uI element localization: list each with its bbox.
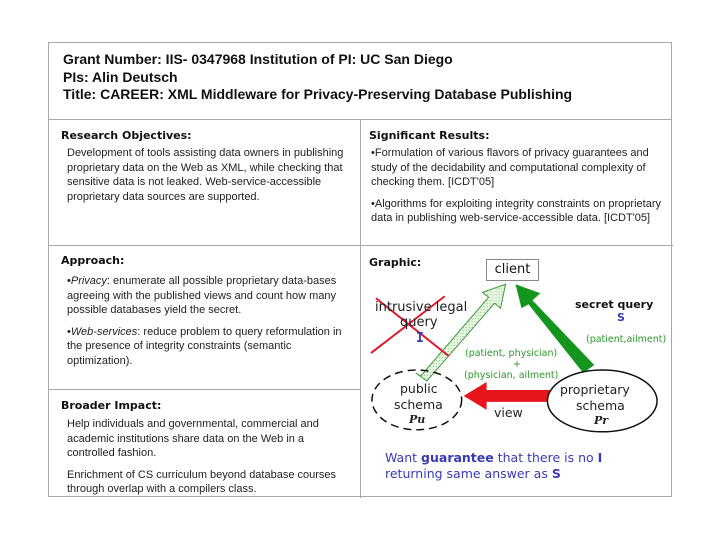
title-line: Title: CAREER: XML Middleware for Privacy-Preserving Database Publishing bbox=[63, 86, 573, 102]
result-item: •Algorithms for exploiting integrity constraints on proprietary data in publishing web-service-accessible data. [ICDT'05] bbox=[371, 197, 661, 225]
public-symbol: Pu bbox=[409, 413, 426, 426]
pi-line: PIs: Alin Deutsch bbox=[63, 68, 178, 85]
intrusive-symbol: I bbox=[416, 331, 424, 346]
result-item: •Formulation of various flavors of privacy guarantees and study of the decidability and computational complexity of checking them. [ICDT'05] bbox=[371, 147, 649, 189]
proprietary-schema-label-2: schema bbox=[576, 398, 625, 413]
public-schema-label: public bbox=[400, 381, 438, 396]
section-title: Graphic: bbox=[369, 256, 422, 269]
view-attrs-plus: + bbox=[513, 359, 521, 370]
grant-number-line: Grant Number: IIS- 0347968 Institution of PI: UC San Diego bbox=[63, 51, 453, 67]
section-title: Broader Impact: bbox=[61, 399, 162, 412]
broader-impact-section bbox=[49, 390, 361, 498]
significant-results-section bbox=[360, 120, 673, 246]
research-objectives-text: Development of tools assisting data owners in publishing proprietary data on the Web as XML, while checking that sensitive data is not leaked. Web-service-accessible proprietary data sources are supported. bbox=[67, 147, 344, 203]
poster-frame bbox=[48, 42, 672, 497]
section-title: Research Objectives: bbox=[61, 129, 192, 142]
proprietary-symbol: Pr bbox=[594, 414, 609, 427]
approach-section bbox=[49, 246, 361, 390]
guarantee-statement: Want guarantee that there is no I returning same answer as S bbox=[385, 450, 603, 481]
view-attrs-1: (patient, physician) bbox=[465, 348, 558, 359]
impact-item: Enrichment of CS curriculum beyond database courses through overlap with a compilers class. bbox=[67, 468, 337, 496]
approach-term: Privacy bbox=[70, 275, 107, 287]
approach-item: •Web-services: reduce problem to query reformulation in the presence of integrity constraints (semantic optimization). bbox=[67, 325, 342, 367]
impact-item: Help individuals and governmental, commercial and academic institutions share data on the Web in a controlled fashion. bbox=[67, 418, 319, 460]
intrusive-query-label-2: query bbox=[400, 315, 438, 330]
graphic-section bbox=[360, 246, 673, 498]
proprietary-schema-label: proprietary bbox=[560, 382, 630, 397]
approach-term: Web-services bbox=[70, 325, 138, 338]
intrusive-query-label: intrusive legal bbox=[375, 300, 468, 315]
client-box: client bbox=[486, 259, 539, 281]
research-objectives-section bbox=[49, 120, 361, 246]
section-title: Significant Results: bbox=[369, 129, 490, 142]
approach-item: •Privacy: enumerate all possible proprietary data-bases agreeing with the published views and count how many possible databases yield the secret. bbox=[67, 275, 337, 317]
secret-attrs: (patient,ailment) bbox=[586, 334, 667, 345]
section-title: Approach: bbox=[61, 254, 125, 267]
public-schema-label-2: schema bbox=[394, 397, 443, 412]
grant-header bbox=[49, 43, 671, 120]
hatched-arrow bbox=[416, 284, 506, 381]
secret-query-label: secret query bbox=[575, 298, 654, 311]
view-label: view bbox=[494, 405, 523, 420]
view-attrs-2: (physician, ailment) bbox=[464, 370, 559, 381]
secret-symbol: S bbox=[617, 311, 625, 324]
